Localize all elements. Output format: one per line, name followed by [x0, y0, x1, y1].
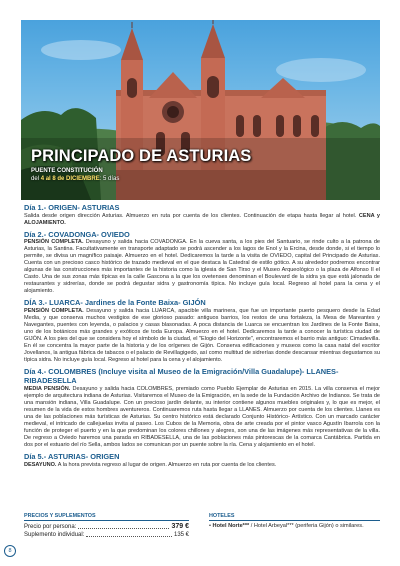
price-row — [24, 523, 189, 531]
day-2 — [24, 230, 380, 296]
hero-sub-line1: PUENTE CONSTITUCIÓN — [31, 168, 103, 174]
page-number: 8 — [4, 545, 16, 557]
day-title: Día 4.- COLOMBRES (Incluye visita al Museo de la Emigración/Villa Guadalupe)- LLANES- RIBADESELLA — [24, 367, 339, 386]
itinerary — [24, 203, 380, 472]
day-title: Día 5.- ASTURIAS- ORIGEN — [24, 452, 120, 462]
day-title: DÍA 3.- LUARCA- Jardines de la Fonte Baixa- GIJÓN — [24, 298, 206, 308]
day-text: PENSIÓN COMPLETA. Desayuno y salida hacia LUARCA, apacible villa marinera, que fue un importante puerto pesquero desde la Edad Media, y que conserva muchos vestigios de ese glorioso pasado: antiguos barrios, los restos de una fortaleza, la Mesa de Mareantes y Navegantes, puentes con leyenda, o palacios y casas blasonadas. A poca distancia de Luarca se encuentran los Jardines de la Fonte Baixa, uno de los botánicos más grandes y exóticos de toda Europa. Almuerzo en el hotel. Dedicaremos la tarde a conocer la turística ciudad de GIJÓN. A los pies del que se considera hoy el símbolo de la ciudad, el "Elogio del Horizonte", encontraremos el barrio más antiguo: Cimadevilla. En él se concentra la mayor parte de la historia y de los orígenes de Gijón. Conserva edificaciones y museos como la casa natal del escritor Jovellanos, la antigua fábrica de tabacos o el palacio de Revillagigedo, así como multitud de sidrerías donde descansar mientras degustamos su típica sidra. No incluye guía local. Regreso al hotel para la cena y el alojamiento. — [24, 307, 380, 364]
hero-sub-prefix: del — [31, 175, 41, 182]
day-3 — [24, 298, 380, 364]
day-title: Día 2.- COVADONGA- OVIEDO — [24, 229, 130, 239]
day-text: PENSIÓN COMPLETA. Desayuno y salida hacia COVADONGA. En la cueva santa, a los pies del Santuario, se rinde culto a la patrona de Asturias, la Santina. Facultativamente en transporte adaptado se podrá ascender a los lagos de Enol y la Ercina, desde donde, si el tiempo lo permite, se divisa un magnífico paisaje. Almuerzo en el hotel. Dedicaremos la tarde a la visita de OVIEDO, capital del Principado de Asturias. Cuenta con un precioso casco histórico de trazado medieval en el que destaca la Catedral de estilo gótico. A su alrededor podremos encontrar algunas de las construcciones más importantes de la historia como la iglesia de San Tirso y el Museo Arqueológico o la plaza de Alfonso II el Casto. Una de sus zonas más típicas es la calle Gascona a la que los ovetenses denominan el Boulevard de la sidra ya que está jalonada de restaurantes y sidrerías, donde se podrá degustar sidra y gastronomía típica. No incluye guía local. Regreso al hotel para la cena y el alojamiento. — [24, 239, 380, 295]
price-row — [24, 531, 189, 539]
hotels-section — [209, 513, 380, 530]
prices-section — [24, 513, 189, 539]
price-label: Suplemento individual: — [24, 532, 85, 538]
dot-leader — [78, 523, 169, 529]
day-1 — [24, 203, 380, 227]
hotels-text: • Hotel Norte*** / Hotel Arbeyal*** (periferia Gijón) o similares. — [209, 523, 364, 529]
hero-title: PRINCIPADO DE ASTURIAS — [31, 147, 252, 165]
hero-subtitle — [31, 168, 119, 183]
prices-heading: PRECIOS Y SUPLEMENTOS — [24, 513, 189, 521]
price-value: 135 € — [173, 532, 189, 538]
dot-leader — [86, 531, 172, 537]
day-4 — [24, 367, 380, 449]
hero-sub-dates: 4 al 8 de DICIEMBRE — [40, 175, 100, 182]
day-text: MEDIA PENSIÓN. Desayuno y salida hacia COLOMBRES, premiado como Pueblo Ejemplar de Asturias en 2015. La villa conserva el mejor ejemplo de arquitectura indiana de Asturias. Visitaremos el Museo de la Emigración, en la sede de la Fundación Archivo de Indianos. Se trata de una mansión indiana, Villa Guadalupe. Con un precioso jardín delante, su interior contiene algunos muebles originales y, lo que es mejor, el resumen de la vida de estos hombres aventureros. Continuaremos ruta hasta llegar a LLANES. Almuerzo por cuenta de los clientes. Llanes es una de las poblaciones más turísticas de Asturias. Su centro histórico está declarado Conjunto Histórico- Artístico. Con un marcado carácter medieval, el intricado de callejuelas invita al paseo. Los Cubos de la Memoria, obra de arte creada por el pintor vasco Agustín Ibarrola con la función de proteger el puerto y en la que predominan los colores chillones y alegres, son una de las imágenes más representativas de la villa. De regreso a Oviedo haremos una parada en RIBADESELLA, una de las poblaciones más pintorescas de la comarca Cantábrica. Partida en dos por el estuario del río Sella, ambos lados se comunican por un puente sobre la ría. Cena y alojamiento en el hotel. — [24, 385, 380, 449]
hero-sub-suffix: : 5 días — [99, 175, 120, 182]
bullet-icon: • — [209, 523, 211, 529]
price-label: Precio por persona: — [24, 524, 77, 530]
footer-info — [24, 513, 380, 549]
day-title: Día 1.- ORIGEN- ASTURIAS — [24, 203, 120, 212]
price-value: 379 € — [171, 523, 189, 530]
day-5 — [24, 452, 380, 469]
day-text: Salida desde origen dirección Asturias. Almuerzo en ruta por cuenta de los clientes. Continuación de etapa hasta llegar al hotel. CENA y ALOJAMIENTO. — [24, 212, 380, 226]
hotels-heading: HOTELES — [209, 513, 380, 521]
hero-image — [21, 20, 380, 200]
day-text: DESAYUNO. A la hora prevista regreso al lugar de origen. Almuerzo en ruta por cuenta de los clientes. — [24, 461, 277, 468]
